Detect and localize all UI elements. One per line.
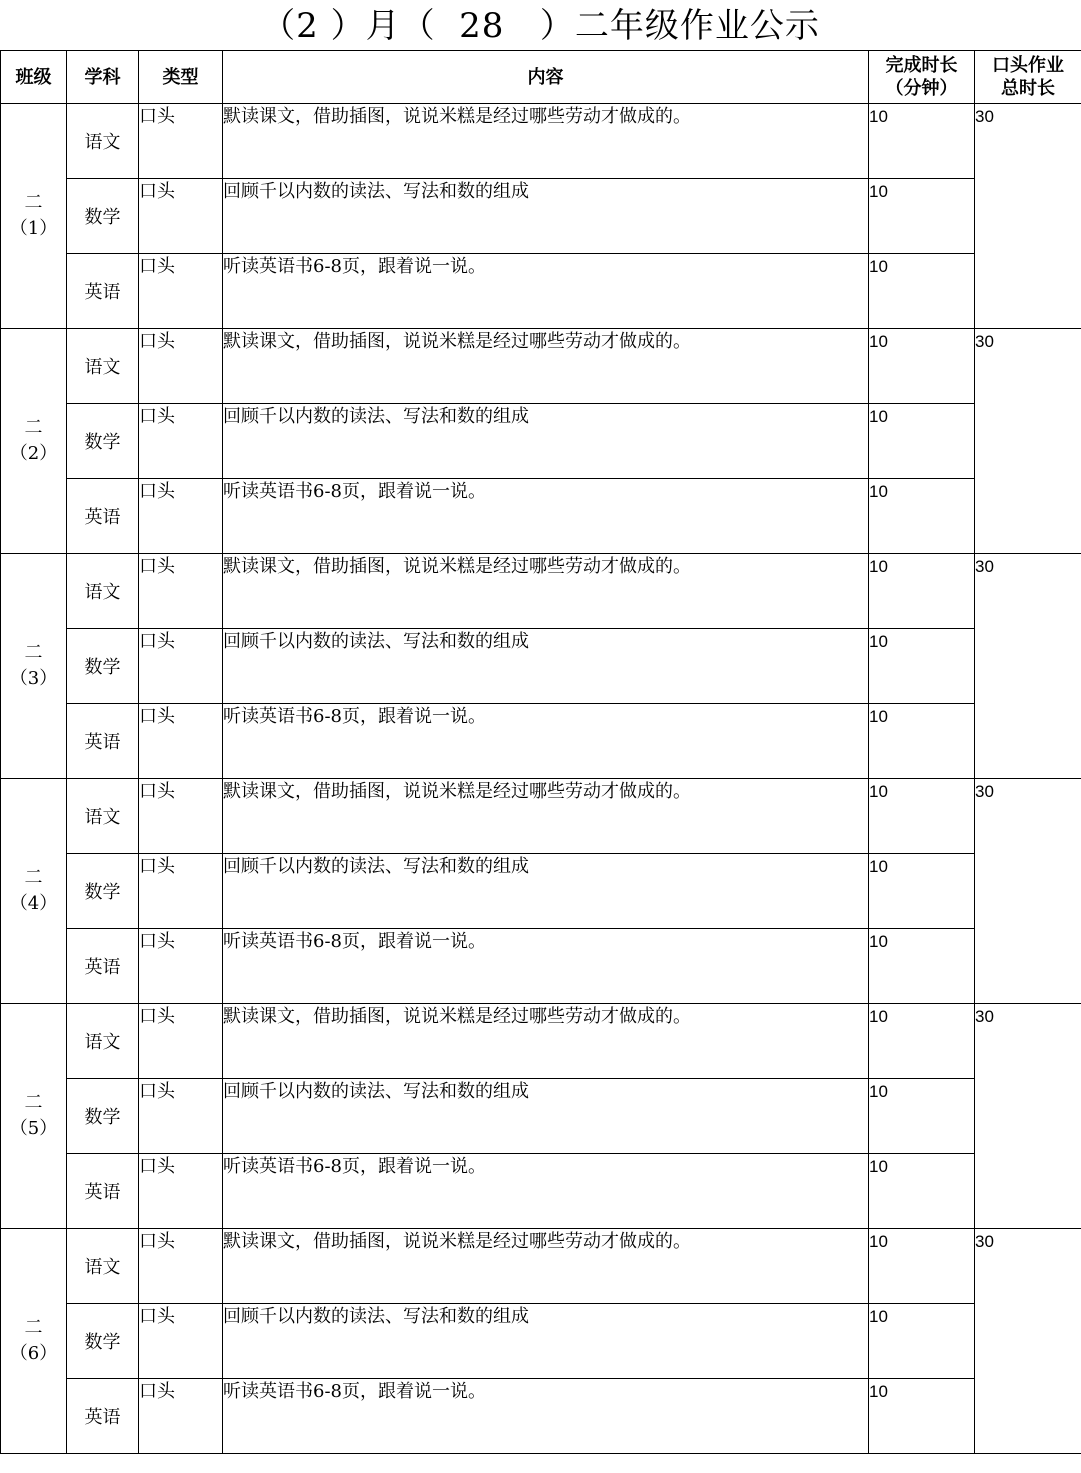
content-cell: 回顾千以内数的读法、写法和数的组成: [223, 404, 869, 479]
header-duration-line2: （分钟）: [885, 78, 958, 99]
type-cell: 口头: [139, 704, 223, 779]
minutes-cell: 10: [869, 104, 975, 179]
minutes-cell: 10: [869, 1379, 975, 1454]
content-cell: 默读课文，借助插图，说说米糕是经过哪些劳动才做成的。: [223, 779, 869, 854]
oral-total-cell: 30: [975, 1004, 1081, 1229]
content-cell: 听读英语书6-8页，跟着说一说。: [223, 1154, 869, 1229]
type-cell: 口头: [139, 179, 223, 254]
class-grade: 二: [24, 1317, 43, 1338]
type-cell: 口头: [139, 1079, 223, 1154]
table-row: [1, 179, 1081, 254]
subject-cell: 英语: [67, 1154, 139, 1229]
oral-total-cell: 30: [975, 554, 1081, 779]
header-class: 班级: [1, 51, 67, 104]
class-section: （5）: [9, 1118, 58, 1139]
class-section: （3）: [9, 668, 58, 689]
subject-cell: 数学: [67, 1079, 139, 1154]
table-row: [1, 1229, 1081, 1304]
class-cell: [1, 779, 67, 1004]
type-cell: 口头: [139, 554, 223, 629]
subject-cell: 语文: [67, 554, 139, 629]
table-row: [1, 479, 1081, 554]
content-cell: 默读课文，借助插图，说说米糕是经过哪些劳动才做成的。: [223, 1004, 869, 1079]
type-cell: 口头: [139, 1229, 223, 1304]
oral-total-cell: 30: [975, 329, 1081, 554]
minutes-cell: 10: [869, 554, 975, 629]
content-cell: 听读英语书6-8页，跟着说一说。: [223, 1379, 869, 1454]
minutes-cell: 10: [869, 704, 975, 779]
type-cell: 口头: [139, 254, 223, 329]
oral-total-cell: 30: [975, 104, 1081, 329]
content-cell: 听读英语书6-8页，跟着说一说。: [223, 479, 869, 554]
content-cell: 回顾千以内数的读法、写法和数的组成: [223, 179, 869, 254]
subject-cell: 英语: [67, 704, 139, 779]
class-section: （4）: [9, 893, 58, 914]
subject-cell: 英语: [67, 479, 139, 554]
class-cell: [1, 329, 67, 554]
class-cell: [1, 1004, 67, 1229]
content-cell: 默读课文，借助插图，说说米糕是经过哪些劳动才做成的。: [223, 554, 869, 629]
subject-cell: 数学: [67, 629, 139, 704]
content-cell: 回顾千以内数的读法、写法和数的组成: [223, 854, 869, 929]
class-cell: [1, 554, 67, 779]
table-row: [1, 779, 1081, 854]
subject-cell: 英语: [67, 1379, 139, 1454]
table-row: [1, 329, 1081, 404]
header-type: 类型: [139, 51, 223, 104]
type-cell: 口头: [139, 479, 223, 554]
header-subject: 学科: [67, 51, 139, 104]
minutes-cell: 10: [869, 854, 975, 929]
table-row: [1, 1079, 1081, 1154]
class-cell: [1, 1229, 67, 1454]
minutes-cell: 10: [869, 1304, 975, 1379]
type-cell: 口头: [139, 1004, 223, 1079]
subject-cell: 语文: [67, 1229, 139, 1304]
minutes-cell: 10: [869, 779, 975, 854]
class-cell: [1, 104, 67, 329]
class-grade: 二: [24, 642, 43, 663]
header-content: 内容: [223, 51, 869, 104]
subject-cell: 数学: [67, 404, 139, 479]
minutes-cell: 10: [869, 1154, 975, 1229]
table-row: [1, 929, 1081, 1004]
type-cell: 口头: [139, 1379, 223, 1454]
type-cell: 口头: [139, 1304, 223, 1379]
content-cell: 默读课文，借助插图，说说米糕是经过哪些劳动才做成的。: [223, 1229, 869, 1304]
type-cell: 口头: [139, 929, 223, 1004]
header-row: [1, 51, 1081, 104]
subject-cell: 语文: [67, 329, 139, 404]
type-cell: 口头: [139, 104, 223, 179]
header-oral-total: [975, 51, 1081, 104]
minutes-cell: 10: [869, 329, 975, 404]
content-cell: 听读英语书6-8页，跟着说一说。: [223, 929, 869, 1004]
minutes-cell: 10: [869, 929, 975, 1004]
class-section: （2）: [9, 443, 58, 464]
class-grade: 二: [24, 192, 43, 213]
type-cell: 口头: [139, 779, 223, 854]
header-oral-total-line1: 口头作业: [992, 55, 1064, 76]
minutes-cell: 10: [869, 179, 975, 254]
content-cell: 听读英语书6-8页，跟着说一说。: [223, 254, 869, 329]
class-grade: 二: [24, 867, 43, 888]
subject-cell: 数学: [67, 179, 139, 254]
minutes-cell: 10: [869, 1229, 975, 1304]
table-row: [1, 629, 1081, 704]
minutes-cell: 10: [869, 1004, 975, 1079]
content-cell: 回顾千以内数的读法、写法和数的组成: [223, 1079, 869, 1154]
table-body: [1, 104, 1081, 1454]
minutes-cell: 10: [869, 254, 975, 329]
minutes-cell: 10: [869, 479, 975, 554]
table-row: [1, 554, 1081, 629]
page-title: （2 ）月（ 28 ）二年级作业公示: [261, 6, 820, 46]
table-row: [1, 1004, 1081, 1079]
subject-cell: 英语: [67, 254, 139, 329]
minutes-cell: 10: [869, 404, 975, 479]
subject-cell: 语文: [67, 779, 139, 854]
content-cell: 回顾千以内数的读法、写法和数的组成: [223, 1304, 869, 1379]
class-section: （1）: [9, 218, 58, 239]
table-row: [1, 104, 1081, 179]
subject-cell: 数学: [67, 1304, 139, 1379]
header-duration-line1: 完成时长: [885, 55, 958, 76]
subject-cell: 语文: [67, 104, 139, 179]
table-row: [1, 1154, 1081, 1229]
table-row: [1, 704, 1081, 779]
content-cell: 默读课文，借助插图，说说米糕是经过哪些劳动才做成的。: [223, 329, 869, 404]
homework-table: [0, 50, 1081, 1454]
content-cell: 默读课文，借助插图，说说米糕是经过哪些劳动才做成的。: [223, 104, 869, 179]
type-cell: 口头: [139, 329, 223, 404]
class-grade: 二: [24, 1092, 43, 1113]
table-row: [1, 254, 1081, 329]
type-cell: 口头: [139, 629, 223, 704]
subject-cell: 语文: [67, 1004, 139, 1079]
subject-cell: 数学: [67, 854, 139, 929]
oral-total-cell: 30: [975, 1229, 1081, 1454]
type-cell: 口头: [139, 1154, 223, 1229]
type-cell: 口头: [139, 404, 223, 479]
oral-total-cell: 30: [975, 779, 1081, 1004]
subject-cell: 英语: [67, 929, 139, 1004]
class-section: （6）: [9, 1343, 58, 1364]
content-cell: 听读英语书6-8页，跟着说一说。: [223, 704, 869, 779]
header-duration: [869, 51, 975, 104]
minutes-cell: 10: [869, 629, 975, 704]
table-row: [1, 1304, 1081, 1379]
class-grade: 二: [24, 417, 43, 438]
table-row: [1, 854, 1081, 929]
table-row: [1, 1379, 1081, 1454]
table-row: [1, 404, 1081, 479]
minutes-cell: 10: [869, 1079, 975, 1154]
header-oral-total-line2: 总时长: [1001, 78, 1055, 99]
type-cell: 口头: [139, 854, 223, 929]
content-cell: 回顾千以内数的读法、写法和数的组成: [223, 629, 869, 704]
